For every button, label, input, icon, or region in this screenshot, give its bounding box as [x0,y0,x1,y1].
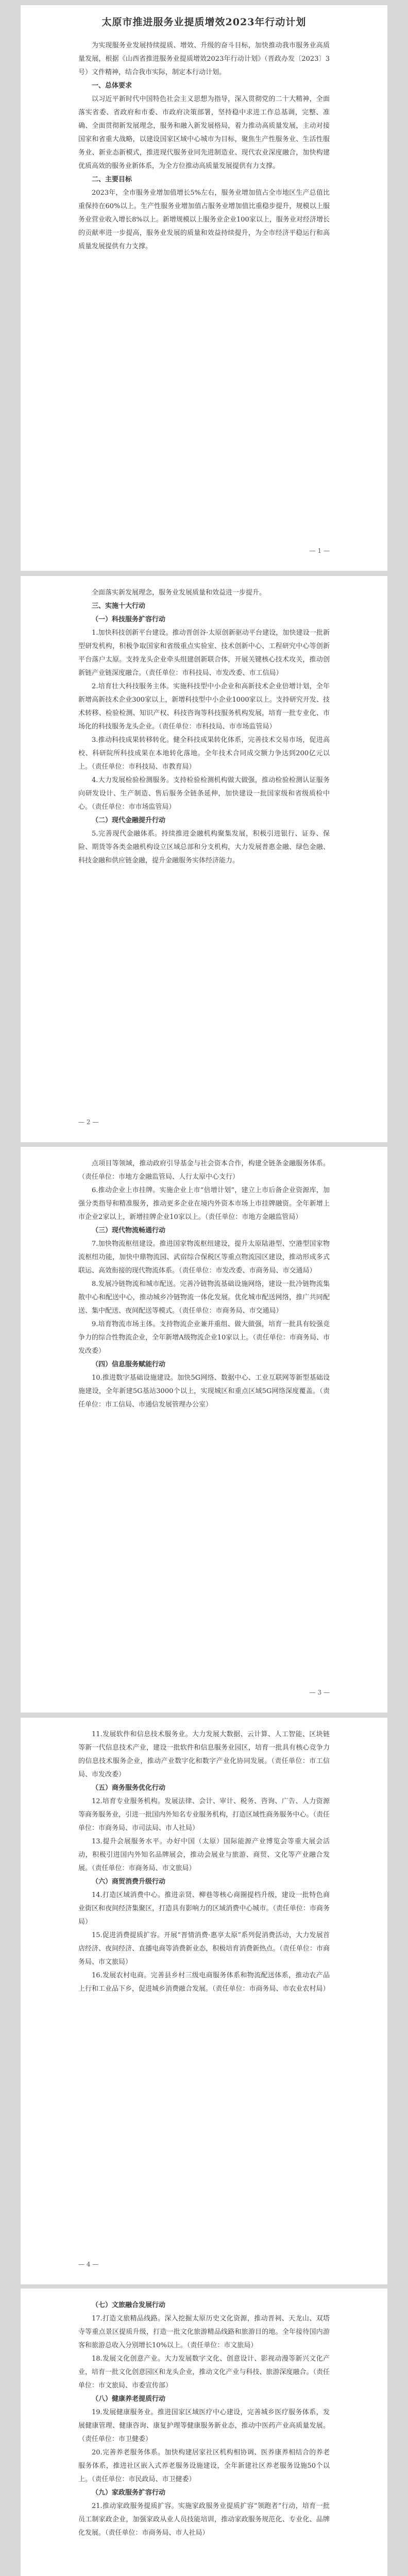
subsection-heading: （一）科技服务扩容行动 [92,616,166,623]
subsection-heading: （七）文旅融合发展行动 [92,2301,166,2309]
section-heading: 二、主要目标 [92,176,132,183]
paragraph: 15.促进消费提质扩容。开展“晋情消费·惠享太原”系列促消费活动，大力发展首店经济、夜间经济、直播电商等消费新业态，积极培育消费新热点。（责任单位：市商务局、市文旅局） [78,1931,330,1966]
document-page-4 [21,1718,387,2284]
paragraph: 14.打造区域消费中心。推进亲贤、柳巷等核心商圈提档升级，建设一批特色商业街区和夜间经济集聚区，打造具有影响力的区域消费中心城市。（责任单位：市商务局） [78,1891,330,1926]
paragraph: 21.推动家政服务提质扩容。实施家政服务业提质扩容“领跑者”行动，培育一批员工制家政企业，加强家政从业人员技能培训，推动家政服务规范化、专业化、品牌化发展。（责任单位：市商务局、市人社局） [78,2502,330,2537]
paragraph: 20.完善养老服务体系。加快构建居家社区机构相协调、医养康养相结合的养老服务体系，推进社区嵌入式养老服务设施建设，全年新建社区养老服务设施50个以上。（责任单位：市民政局、市卫健委） [78,2449,330,2483]
paragraph: 以习近平新时代中国特色社会主义思想为指导，深入贯彻党的二十大精神，全面落实省委、省政府和市委、市政府决策部署，坚持稳中求进工作总基调，完整、准确、全面贯彻新发展理念，服务和融入新发展格局，着力推动高质量发展，主动对接国家和省重大战略，以建设国家区域中心城市为目标，聚焦生产性服务业、生活性服务业、新业态新模式，推进现代服务业同先进制造业、现代农业深度融合，加快构建优质高效的服务业新体系，为全方位推动高质量发展提供有力支撑。 [78,95,330,170]
document-page-2 [21,576,387,1142]
paragraph: 点项目等领域，推动政府引导基金与社会资本合作，构建全链条金融服务体系。（责任单位：市地方金融监管局、人行太原中心支行） [78,1160,330,1181]
intro-paragraph: 为实现服务业发展持续提质、增效、升级的奋斗目标，加快推动我市服务业高质量发展，根据《山西省推进服务业提质增效2023年行动计划》（晋政办发〔2023〕3号）文件精神，结合我市实际，制定本行动计划。 [78,42,330,76]
page-number: — 3 — [309,1689,330,1696]
paragraph: 5.完善现代金融体系。持续推进金融机构聚集发展，积极引进银行、证券、保险、期货等各类金融机构设立区域总部和分支机构，大力发展普惠金融、绿色金融、科技金融和供应链金融，提升金融服务实体经济能力。 [78,830,330,865]
paragraph: 7.加快物流枢纽建设。推进国家物流枢纽建设，提升太原陆港型、空港型国家物流枢纽功能，加快中鼎物流园、武宿综合保税区等重点物流园区建设，推动形成多式联运、高效衔接的现代物流体系。（责任单位：市发改委、市商务局、市交通局） [78,1240,330,1275]
page-number: — 1 — [309,547,330,554]
paragraph: 17.打造文旅精品线路。深入挖掘太原历史文化资源，推动晋祠、天龙山、双塔寺等重点景区提质升级，打造一批文化旅游精品线路和旅游目的地。全年接待国内游客和旅游总收入分别增长10%以上。（责任单位：市文旅局） [78,2315,330,2349]
page-number: — 2 — [78,1118,99,1126]
subsection-heading: （六）商贸消费升级行动 [92,1878,166,1886]
paragraph: 全面落实新发展理念，服务业发展质量和效益进一步提升。 [92,589,266,597]
document-page-3 [21,1147,387,1713]
paragraph: 2023年，全市服务业增加值增长5%左右，服务业增加值占全市地区生产总值比重保持在60%以上。生产性服务业增加值占服务业增加值比重稳步提升，规模以上服务业营业收入增长8%以上。新增规模以上服务业企业100家以上，服务业对经济增长的贡献率进一步提高，服务业发展的质量和效益持续提升，为全市经济平稳运行和高质量发展提供有力支撑。 [78,189,330,250]
paragraph: 6.推动企业上市挂牌。实施企业上市“倍增计划”，建立上市后备企业资源库，加强分类指导和精准服务，推动更多企业在境内外资本市场上市挂牌融资。全年新增上市企业2家以上，新增挂牌企业10家以上。（责任单位：市地方金融监管局） [78,1187,330,1221]
paragraph: 18.发展文化创意产业。大力发展数字文化、创意设计、影视动漫等新兴文化产业，培育一批文化创意园区和龙头企业，推动文化产业与科技、旅游深度融合。（责任单位：市文旅局、市委宣传部） [78,2355,330,2389]
document-title: 太原市推进服务业提质增效2023年行动计划 [101,16,307,28]
subsection-heading: （五）商务服务优化行动 [92,1784,166,1792]
paragraph: 2.培育壮大科技服务主体。实施科技型中小企业和高新技术企业倍增计划，全年新增高新技术企业300家以上，新增科技型中小企业1000家以上。支持研究开发、技术转移、检验检测、知识产权、科技咨询等科技服务机构发展，培育一批专业化、市场化的科技服务龙头企业。（责任单位：市科技局、市市场监管局） [78,683,330,731]
paragraph: 9.培育物流市场主体。支持物流企业兼并重组、做大做强，培育一批具有较强竞争力的综合性物流企业，全年新增A级物流企业10家以上。（责任单位：市商务局、市发改委） [78,1320,330,1355]
section-heading: 三、实施十大行动 [92,602,146,610]
page-number: — 4 — [78,2261,99,2268]
paragraph: 4.大力发展检验检测服务。支持检验检测机构做大做强，推动检验检测认证服务向研发设计、生产制造、售后服务全链条延伸，加快建设一批国家级和省级质检中心。（责任单位：市市场监管局） [78,776,330,811]
paragraph: 11.发展软件和信息技术服务业。大力发展大数据、云计算、人工智能、区块链等新一代信息技术产业，建设一批软件和信息服务业园区，培育一批具有核心竞争力的信息技术服务企业，推动产业数字化和数字产业化协同发展。（责任单位：市工信局、市发改委） [78,1731,330,1778]
paragraph: 13.提升会展服务水平。办好中国（太原）国际能源产业博览会等重大展会活动，积极引进国内外知名品牌展会，推动会展业与旅游、商贸、文化等产业融合发展。（责任单位：市商务局、市文旅局） [78,1838,330,1872]
document-page-1 [21,5,387,571]
paragraph: 16.发展农村电商。完善县乡村三级电商服务体系和物流配送体系，推动农产品上行和工业品下乡，促进城乡消费融合发展。（责任单位：市商务局、市农业农村局） [78,1972,330,1993]
paragraph: 12.培育专业服务机构。发展法律、会计、审计、税务、咨询、广告、人力资源等商务服务业，引进一批国内外知名专业服务机构，打造区域性商务服务中心。（责任单位：市商务局、市司法局、市人社局） [78,1798,330,1832]
document-page-5 [21,2289,387,2576]
paragraph: 8.发展冷链物流和城市配送。完善冷链物流基础设施网络，建设一批冷链物流集散中心和配送中心，推动城乡冷链物流一体化发展。优化城市配送网络，推广共同配送、集中配送、夜间配送等模式。（责任单位：市商务局、市交通局） [78,1280,330,1315]
paragraph: 19.发展健康服务业。推进国家区域医疗中心建设，完善城乡医疗服务体系，发展健康管理、健康咨询、康复护理等健康服务新业态，推动中医药产业高质量发展。（责任单位：市卫健委） [78,2409,330,2443]
subsection-heading: （八）健康养老提质行动 [92,2395,166,2403]
subsection-heading: （三）现代物流畅通行动 [92,1227,166,1234]
paragraph: 3.推动科技成果转移转化。健全科技成果转化体系，完善技术交易市场，促进高校、科研院所科技成果在本地转化落地。全年技术合同成交额力争达到200亿元以上。（责任单位：市科技局、市教育局） [78,736,330,771]
subsection-heading: （二）现代金融提升行动 [92,817,166,824]
paragraph: 10.推进数字基础设施建设。加快5G网络、数据中心、工业互联网等新型基础设施建设，全年新建5G基站3000个以上，实现城区和重点区域5G网络深度覆盖。（责任单位：市工信局、市通信发展管理办公室） [78,1374,330,1409]
subsection-heading: （九）家政服务扩容行动 [92,2489,166,2497]
subsection-heading: （四）信息服务赋能行动 [92,1361,166,1368]
section-heading: 一、总体要求 [92,82,132,90]
paragraph: 1.加快科技创新平台建设。推动晋创谷·太原创新驱动平台建设，加快建设一批新型研发机构，积极争取国家和省级重点实验室、技术创新中心、工程研究中心等创新平台落户太原。支持龙头企业牵头组建创新联合体，开展关键核心技术攻关，推动创新链产业链深度融合。（责任单位：市科技局、市发改委、市工信局） [78,629,330,677]
